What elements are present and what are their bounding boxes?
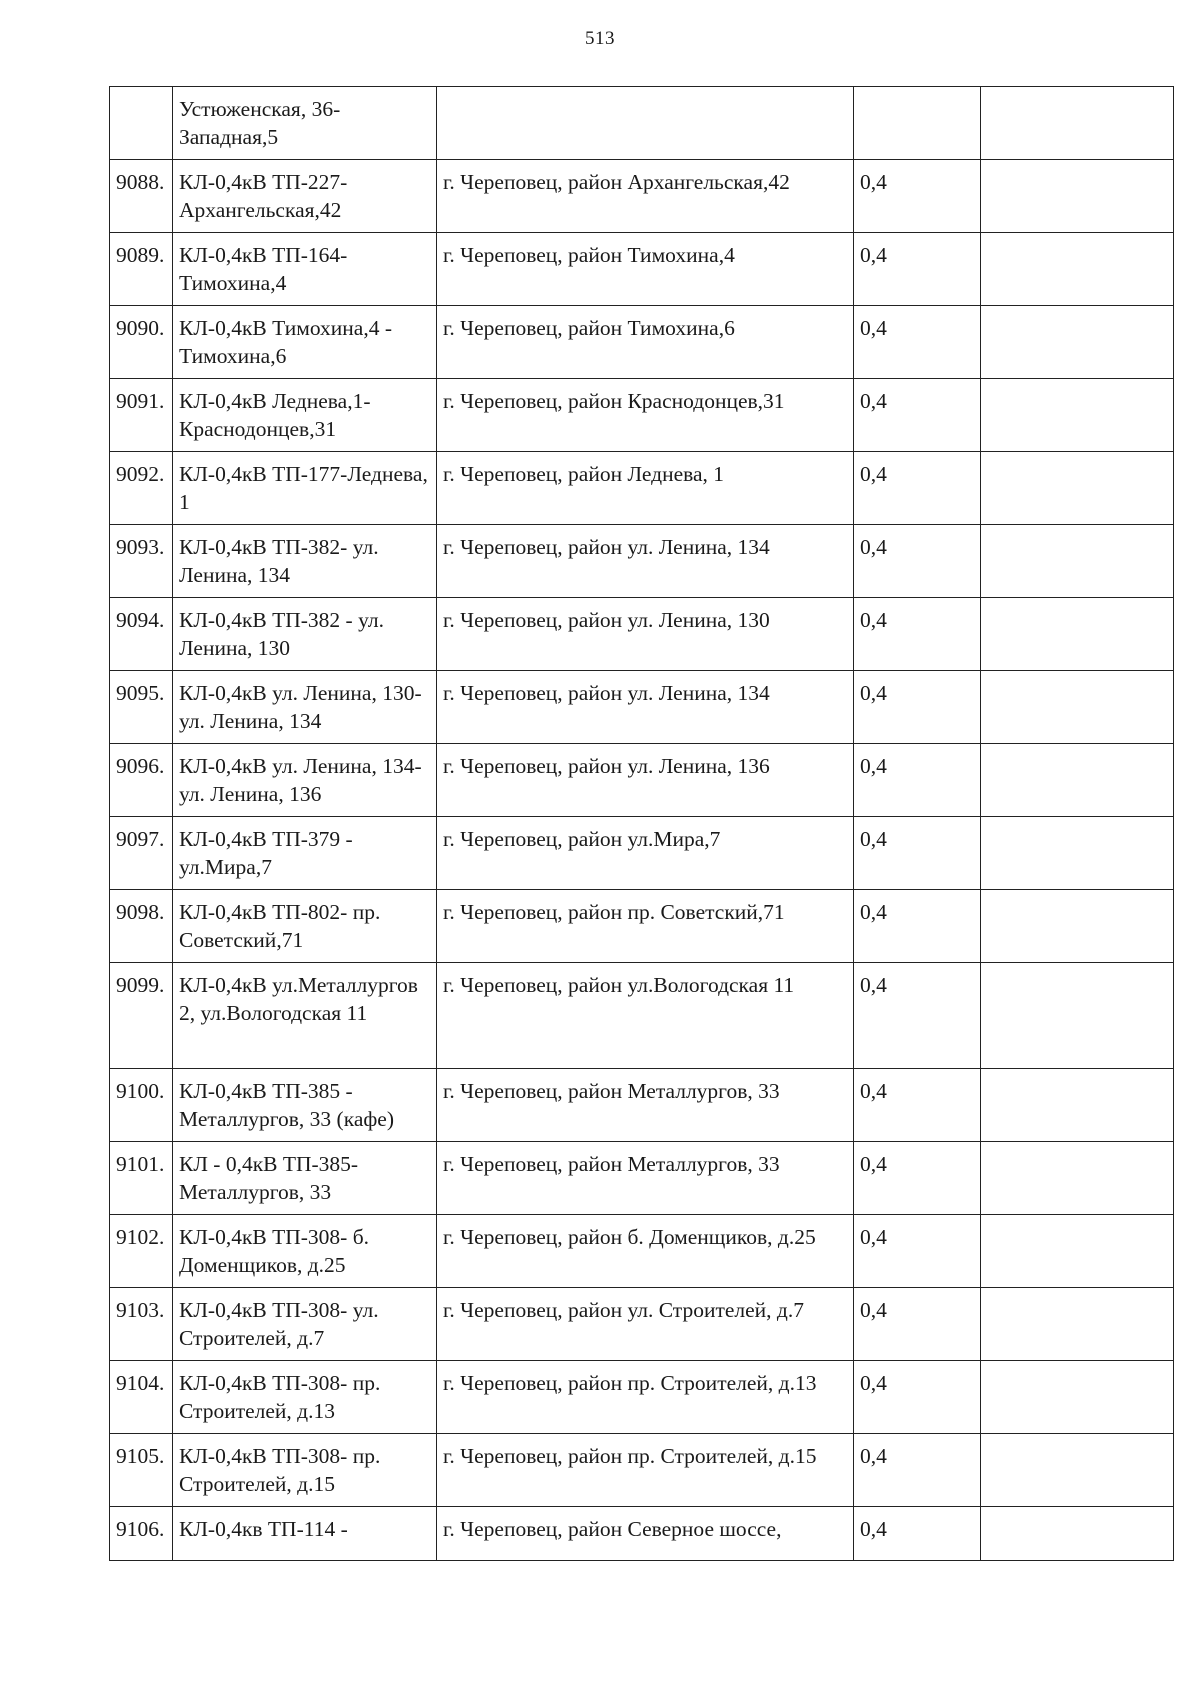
address-cell: г. Череповец, район ул. Ленина, 134 [437,525,854,598]
address-cell: г. Череповец, район Тимохина,6 [437,306,854,379]
cable-name-cell: КЛ-0,4кВ ТП-382 - ул. Ленина, 130 [173,598,437,671]
row-number-cell: 9099. [110,963,173,1069]
table-row [110,1069,1174,1142]
cable-name-cell: КЛ-0,4кВ ТП-385 - Металлургов, 33 (кафе) [173,1069,437,1142]
address-cell: г. Череповец, район ул. Ленина, 134 [437,671,854,744]
row-number-cell: 9100. [110,1069,173,1142]
voltage-cell [854,87,981,160]
extra-cell [981,452,1174,525]
cable-name-cell: Устюженская, 36-Западная,5 [173,87,437,160]
row-number-cell: 9096. [110,744,173,817]
voltage-cell: 0,4 [854,306,981,379]
voltage-cell: 0,4 [854,1434,981,1507]
table-row [110,233,1174,306]
address-cell: г. Череповец, район Северное шоссе, [437,1507,854,1561]
address-cell [437,87,854,160]
extra-cell [981,87,1174,160]
cable-name-cell: КЛ-0,4кВ ТП-379 - ул.Мира,7 [173,817,437,890]
cable-name-cell: КЛ-0,4кВ ТП-382- ул. Ленина, 134 [173,525,437,598]
address-cell: г. Череповец, район Металлургов, 33 [437,1069,854,1142]
voltage-cell: 0,4 [854,1215,981,1288]
voltage-cell: 0,4 [854,671,981,744]
table-row [110,525,1174,598]
address-cell: г. Череповец, район пр. Строителей, д.15 [437,1434,854,1507]
address-cell: г. Череповец, район ул. Строителей, д.7 [437,1288,854,1361]
table-row [110,890,1174,963]
table-row [110,963,1174,1069]
cable-name-cell: КЛ-0,4кВ ТП-164-Тимохина,4 [173,233,437,306]
cable-name-cell: КЛ-0,4кВ ТП-308- пр. Строителей, д.13 [173,1361,437,1434]
row-number-cell: 9095. [110,671,173,744]
row-number-cell: 9089. [110,233,173,306]
address-cell: г. Череповец, район Архангельская,42 [437,160,854,233]
table-row [110,1361,1174,1434]
table-row [110,379,1174,452]
voltage-cell: 0,4 [854,744,981,817]
row-number-cell: 9103. [110,1288,173,1361]
row-number-cell: 9091. [110,379,173,452]
row-number-cell: 9104. [110,1361,173,1434]
voltage-cell: 0,4 [854,1142,981,1215]
extra-cell [981,160,1174,233]
voltage-cell: 0,4 [854,233,981,306]
voltage-cell: 0,4 [854,890,981,963]
voltage-cell: 0,4 [854,1069,981,1142]
extra-cell [981,963,1174,1069]
row-number-cell: 9094. [110,598,173,671]
table-row [110,671,1174,744]
row-number-cell: 9090. [110,306,173,379]
address-cell: г. Череповец, район Леднева, 1 [437,452,854,525]
cable-name-cell: КЛ-0,4кВ ТП-227-Архангельская,42 [173,160,437,233]
address-cell: г. Череповец, район Металлургов, 33 [437,1142,854,1215]
address-cell: г. Череповец, район Краснодонцев,31 [437,379,854,452]
extra-cell [981,890,1174,963]
cable-name-cell: КЛ-0,4кВ ТП-802- пр. Советский,71 [173,890,437,963]
table-row [110,1215,1174,1288]
row-number-cell: 9101. [110,1142,173,1215]
cable-name-cell: КЛ-0,4кВ ул. Ленина, 130- ул. Ленина, 134 [173,671,437,744]
registry-table-body [110,87,1174,1561]
extra-cell [981,817,1174,890]
cable-name-cell: КЛ - 0,4кВ ТП-385-Металлургов, 33 [173,1142,437,1215]
extra-cell [981,744,1174,817]
voltage-cell: 0,4 [854,379,981,452]
voltage-cell: 0,4 [854,963,981,1069]
table-row [110,87,1174,160]
row-number-cell: 9097. [110,817,173,890]
voltage-cell: 0,4 [854,817,981,890]
extra-cell [981,1069,1174,1142]
table-row [110,160,1174,233]
address-cell: г. Череповец, район Тимохина,4 [437,233,854,306]
row-number-cell: 9105. [110,1434,173,1507]
extra-cell [981,1288,1174,1361]
table-row [110,598,1174,671]
voltage-cell: 0,4 [854,1361,981,1434]
address-cell: г. Череповец, район ул.Мира,7 [437,817,854,890]
row-number-cell: 9098. [110,890,173,963]
extra-cell [981,233,1174,306]
row-number-cell: 9093. [110,525,173,598]
extra-cell [981,306,1174,379]
address-cell: г. Череповец, район б. Доменщиков, д.25 [437,1215,854,1288]
address-cell: г. Череповец, район пр. Советский,71 [437,890,854,963]
address-cell: г. Череповец, район ул. Ленина, 130 [437,598,854,671]
voltage-cell: 0,4 [854,1507,981,1561]
extra-cell [981,1361,1174,1434]
extra-cell [981,671,1174,744]
row-number-cell [110,87,173,160]
cable-name-cell: КЛ-0,4кВ ул.Металлургов 2, ул.Вологодская 11 [173,963,437,1069]
table-row [110,817,1174,890]
table-row [110,306,1174,379]
table-row [110,1288,1174,1361]
registry-table [109,86,1174,1561]
extra-cell [981,1215,1174,1288]
voltage-cell: 0,4 [854,452,981,525]
voltage-cell: 0,4 [854,160,981,233]
voltage-cell: 0,4 [854,598,981,671]
cable-name-cell: КЛ-0,4кВ ТП-177-Леднева, 1 [173,452,437,525]
extra-cell [981,525,1174,598]
row-number-cell: 9106. [110,1507,173,1561]
table-row [110,744,1174,817]
row-number-cell: 9092. [110,452,173,525]
extra-cell [981,1507,1174,1561]
table-row [110,1142,1174,1215]
table-row [110,1434,1174,1507]
extra-cell [981,1434,1174,1507]
cable-name-cell: КЛ-0,4кВ ТП-308- б. Доменщиков, д.25 [173,1215,437,1288]
table-row [110,452,1174,525]
cable-name-cell: КЛ-0,4кВ Леднева,1-Краснодонцев,31 [173,379,437,452]
voltage-cell: 0,4 [854,1288,981,1361]
cable-name-cell: КЛ-0,4кВ Тимохина,4 - Тимохина,6 [173,306,437,379]
voltage-cell: 0,4 [854,525,981,598]
extra-cell [981,1142,1174,1215]
address-cell: г. Череповец, район пр. Строителей, д.13 [437,1361,854,1434]
cable-name-cell: КЛ-0,4кв ТП-114 - [173,1507,437,1561]
row-number-cell: 9088. [110,160,173,233]
row-number-cell: 9102. [110,1215,173,1288]
cable-name-cell: КЛ-0,4кВ ул. Ленина, 134- ул. Ленина, 136 [173,744,437,817]
extra-cell [981,598,1174,671]
cable-name-cell: КЛ-0,4кВ ТП-308- ул. Строителей, д.7 [173,1288,437,1361]
address-cell: г. Череповец, район ул. Ленина, 136 [437,744,854,817]
extra-cell [981,379,1174,452]
page-number: 513 [585,28,615,49]
address-cell: г. Череповец, район ул.Вологодская 11 [437,963,854,1069]
cable-name-cell: КЛ-0,4кВ ТП-308- пр. Строителей, д.15 [173,1434,437,1507]
table-row [110,1507,1174,1561]
